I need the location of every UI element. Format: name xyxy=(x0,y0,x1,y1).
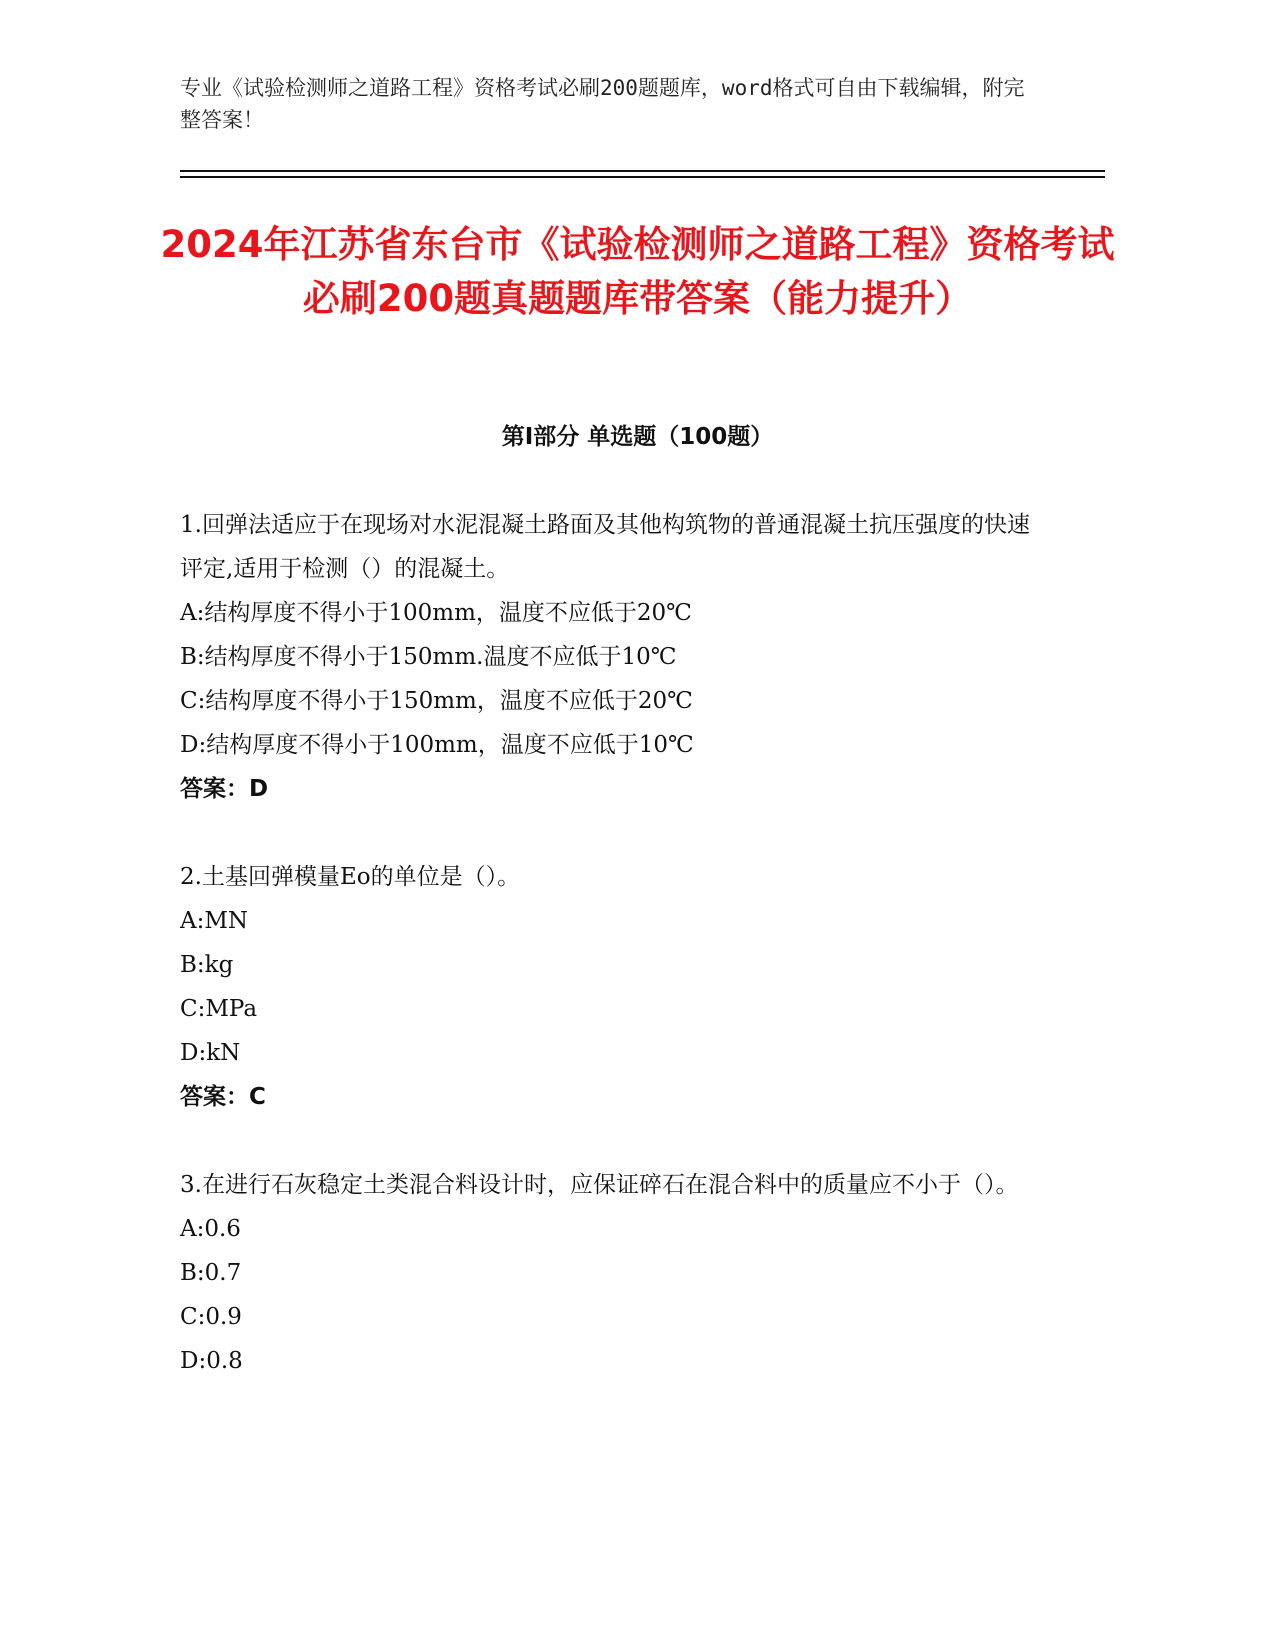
option-c: C:0.9 xyxy=(180,1304,242,1330)
option-b: B:0.7 xyxy=(180,1260,242,1286)
option-a: A:MN xyxy=(180,908,249,934)
answer: 答案：C xyxy=(180,1084,266,1110)
header-note: 专业《试验检测师之道路工程》资格考试必刷200题题库，word格式可自由下载编辑，附完整答案！ xyxy=(180,76,1025,132)
question-3 xyxy=(180,1163,1040,1383)
answer: 答案：D xyxy=(180,776,269,802)
header-rule-top xyxy=(180,170,1105,172)
question-stem: 3.在进行石灰稳定土类混合料设计时，应保证碎石在混合料中的质量应不小于（）。 xyxy=(180,1172,1019,1198)
option-a: A:结构厚度不得小于100mm，温度不应低于20℃ xyxy=(180,600,692,626)
question-list xyxy=(180,503,1040,1427)
option-b: B:kg xyxy=(180,952,234,978)
option-c: C:MPa xyxy=(180,996,258,1022)
question-stem: 1.回弹法适应于在现场对水泥混凝土路面及其他构筑物的普通混凝土抗压强度的快速评定,适用于检测（）的混凝土。 xyxy=(180,512,1030,582)
document-title: 2024年江苏省东台市《试验检测师之道路工程》资格考试必刷200题真题题库带答案（能力提升） xyxy=(160,223,1115,320)
question-stem: 2.土基回弹模量Eo的单位是（）。 xyxy=(180,864,521,890)
option-b: B:结构厚度不得小于150mm.温度不应低于10℃ xyxy=(180,644,677,670)
question-1 xyxy=(180,503,1040,811)
option-d: D:0.8 xyxy=(180,1348,243,1374)
section-heading: 第I部分 单选题（100题） xyxy=(501,424,774,450)
header-rule-bottom xyxy=(180,176,1105,178)
option-c: C:结构厚度不得小于150mm，温度不应低于20℃ xyxy=(180,688,693,714)
option-d: D:kN xyxy=(180,1040,241,1066)
option-a: A:0.6 xyxy=(180,1216,241,1242)
option-d: D:结构厚度不得小于100mm，温度不应低于10℃ xyxy=(180,732,694,758)
question-2 xyxy=(180,855,1040,1119)
